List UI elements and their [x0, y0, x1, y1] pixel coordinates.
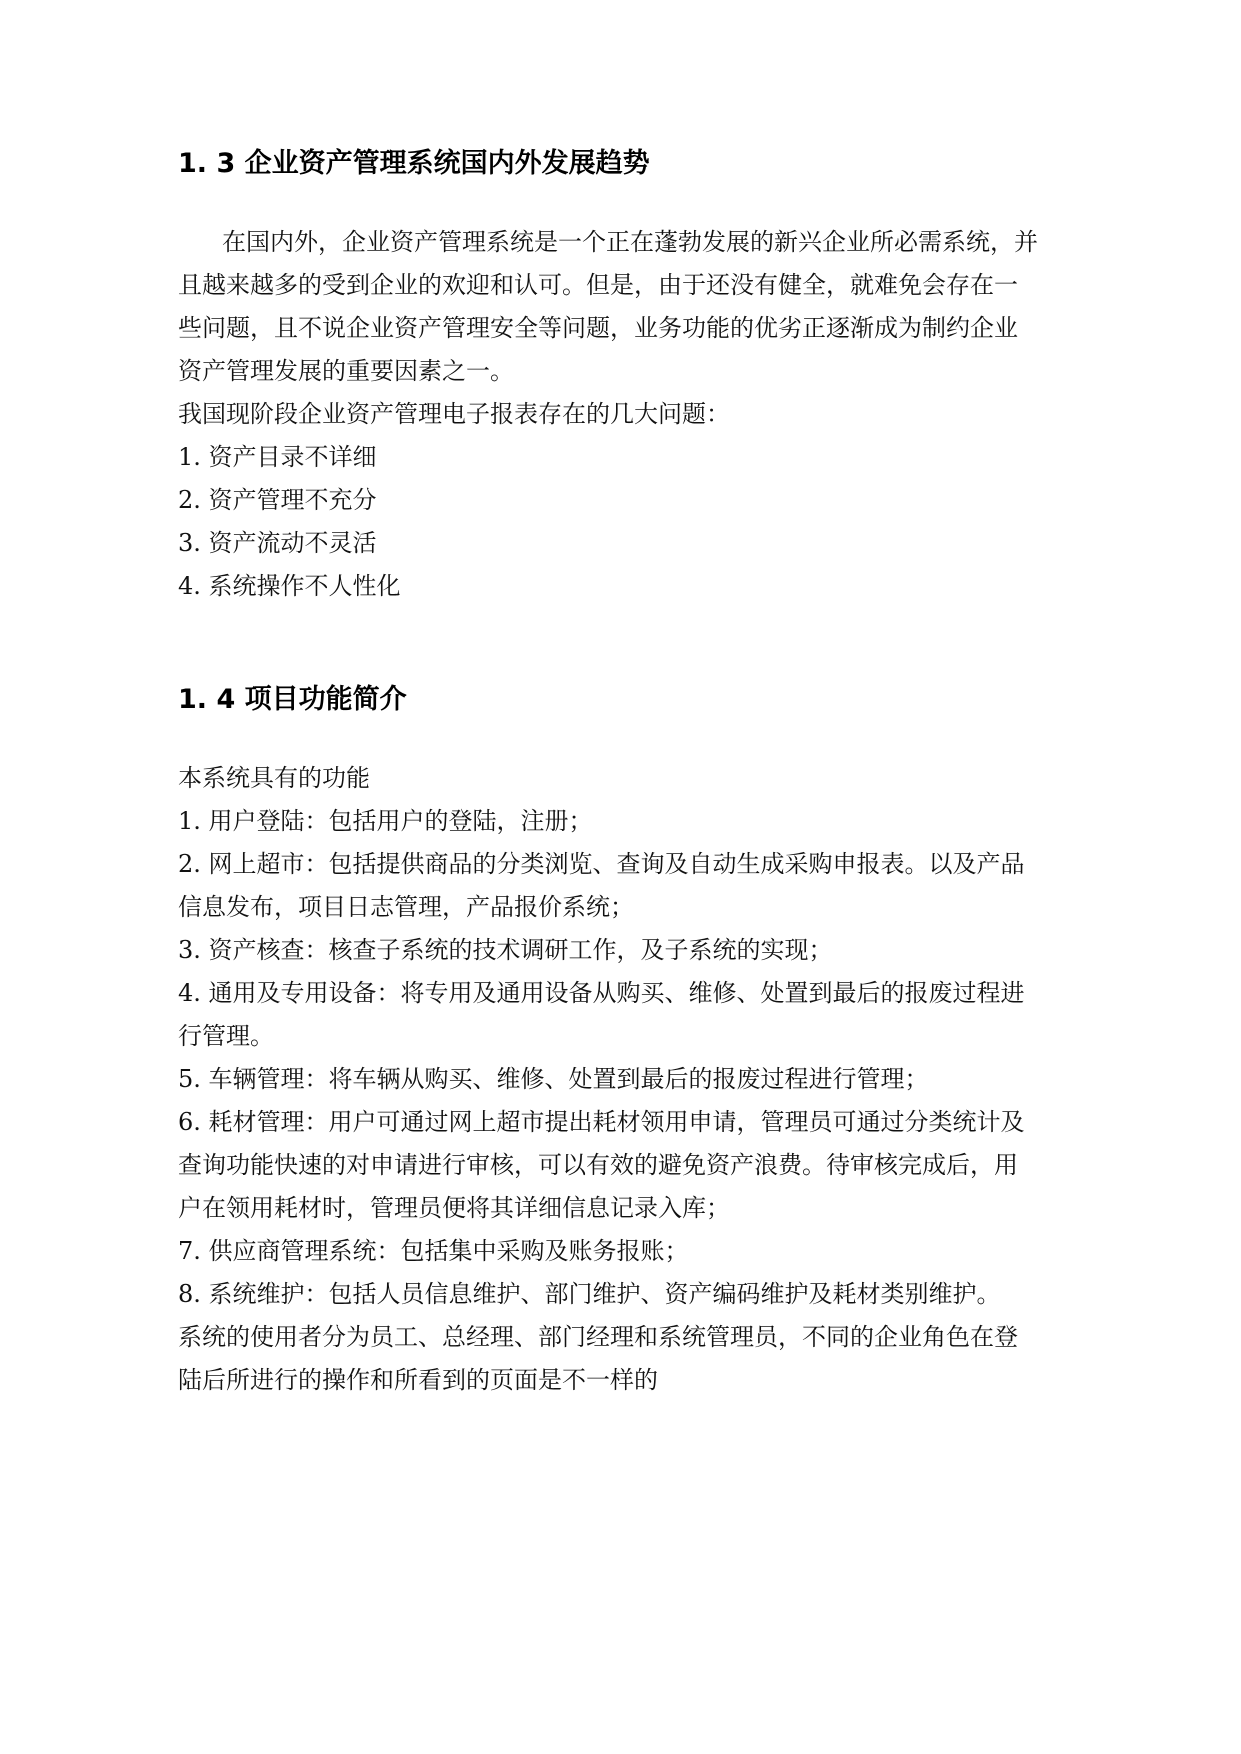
closing-line: 陆后所进行的操作和所看到的页面是不一样的 [178, 1366, 658, 1394]
list-intro: 我国现阶段企业资产管理电子报表存在的几大问题： [178, 400, 730, 428]
feature-line: 5. 车辆管理：将车辆从购买、维修、处置到最后的报废过程进行管理； [178, 1065, 929, 1093]
feature-line: 2. 网上超市：包括提供商品的分类浏览、查询及自动生成采购申报表。以及产品 [178, 850, 1025, 878]
feature-line: 查询功能快速的对申请进行审核，可以有效的避免资产浪费。待审核完成后，用 [178, 1151, 1018, 1179]
list-item: 4. 系统操作不人性化 [178, 572, 401, 600]
section-intro: 本系统具有的功能 [178, 764, 370, 792]
feature-line: 7. 供应商管理系统：包括集中采购及账务报账； [178, 1237, 689, 1265]
feature-line: 6. 耗材管理：用户可通过网上超市提出耗材领用申请，管理员可通过分类统计及 [178, 1108, 1025, 1136]
feature-line: 4. 通用及专用设备：将专用及通用设备从购买、维修、处置到最后的报废过程进 [178, 979, 1025, 1007]
feature-line: 8. 系统维护：包括人员信息维护、部门维护、资产编码维护及耗材类别维护。 [178, 1280, 1001, 1308]
feature-line: 1. 用户登陆：包括用户的登陆，注册； [178, 807, 593, 835]
paragraph-line: 且越来越多的受到企业的欢迎和认可。但是，由于还没有健全，就难免会存在一 [178, 271, 1018, 299]
paragraph-line: 些问题，且不说企业资产管理安全等问题，业务功能的优劣正逐渐成为制约企业 [178, 314, 1018, 342]
feature-line: 户在领用耗材时，管理员便将其详细信息记录入库； [178, 1194, 730, 1222]
closing-line: 系统的使用者分为员工、总经理、部门经理和系统管理员，不同的企业角色在登 [178, 1323, 1018, 1351]
list-item: 1. 资产目录不详细 [178, 443, 377, 471]
feature-line: 3. 资产核查：核查子系统的技术调研工作，及子系统的实现； [178, 936, 833, 964]
feature-line: 行管理。 [178, 1022, 274, 1050]
list-item: 3. 资产流动不灵活 [178, 529, 377, 557]
list-item: 2. 资产管理不充分 [178, 486, 377, 514]
paragraph-line: 资产管理发展的重要因素之一。 [178, 357, 514, 385]
section-heading-1-4: 1. 4 项目功能简介 [178, 684, 407, 715]
section-heading-1-3: 1. 3 企业资产管理系统国内外发展趋势 [178, 148, 650, 179]
feature-line: 信息发布，项目日志管理，产品报价系统； [178, 893, 634, 921]
paragraph-line: 在国内外，企业资产管理系统是一个正在蓬勃发展的新兴企业所必需系统，并 [222, 228, 1038, 256]
